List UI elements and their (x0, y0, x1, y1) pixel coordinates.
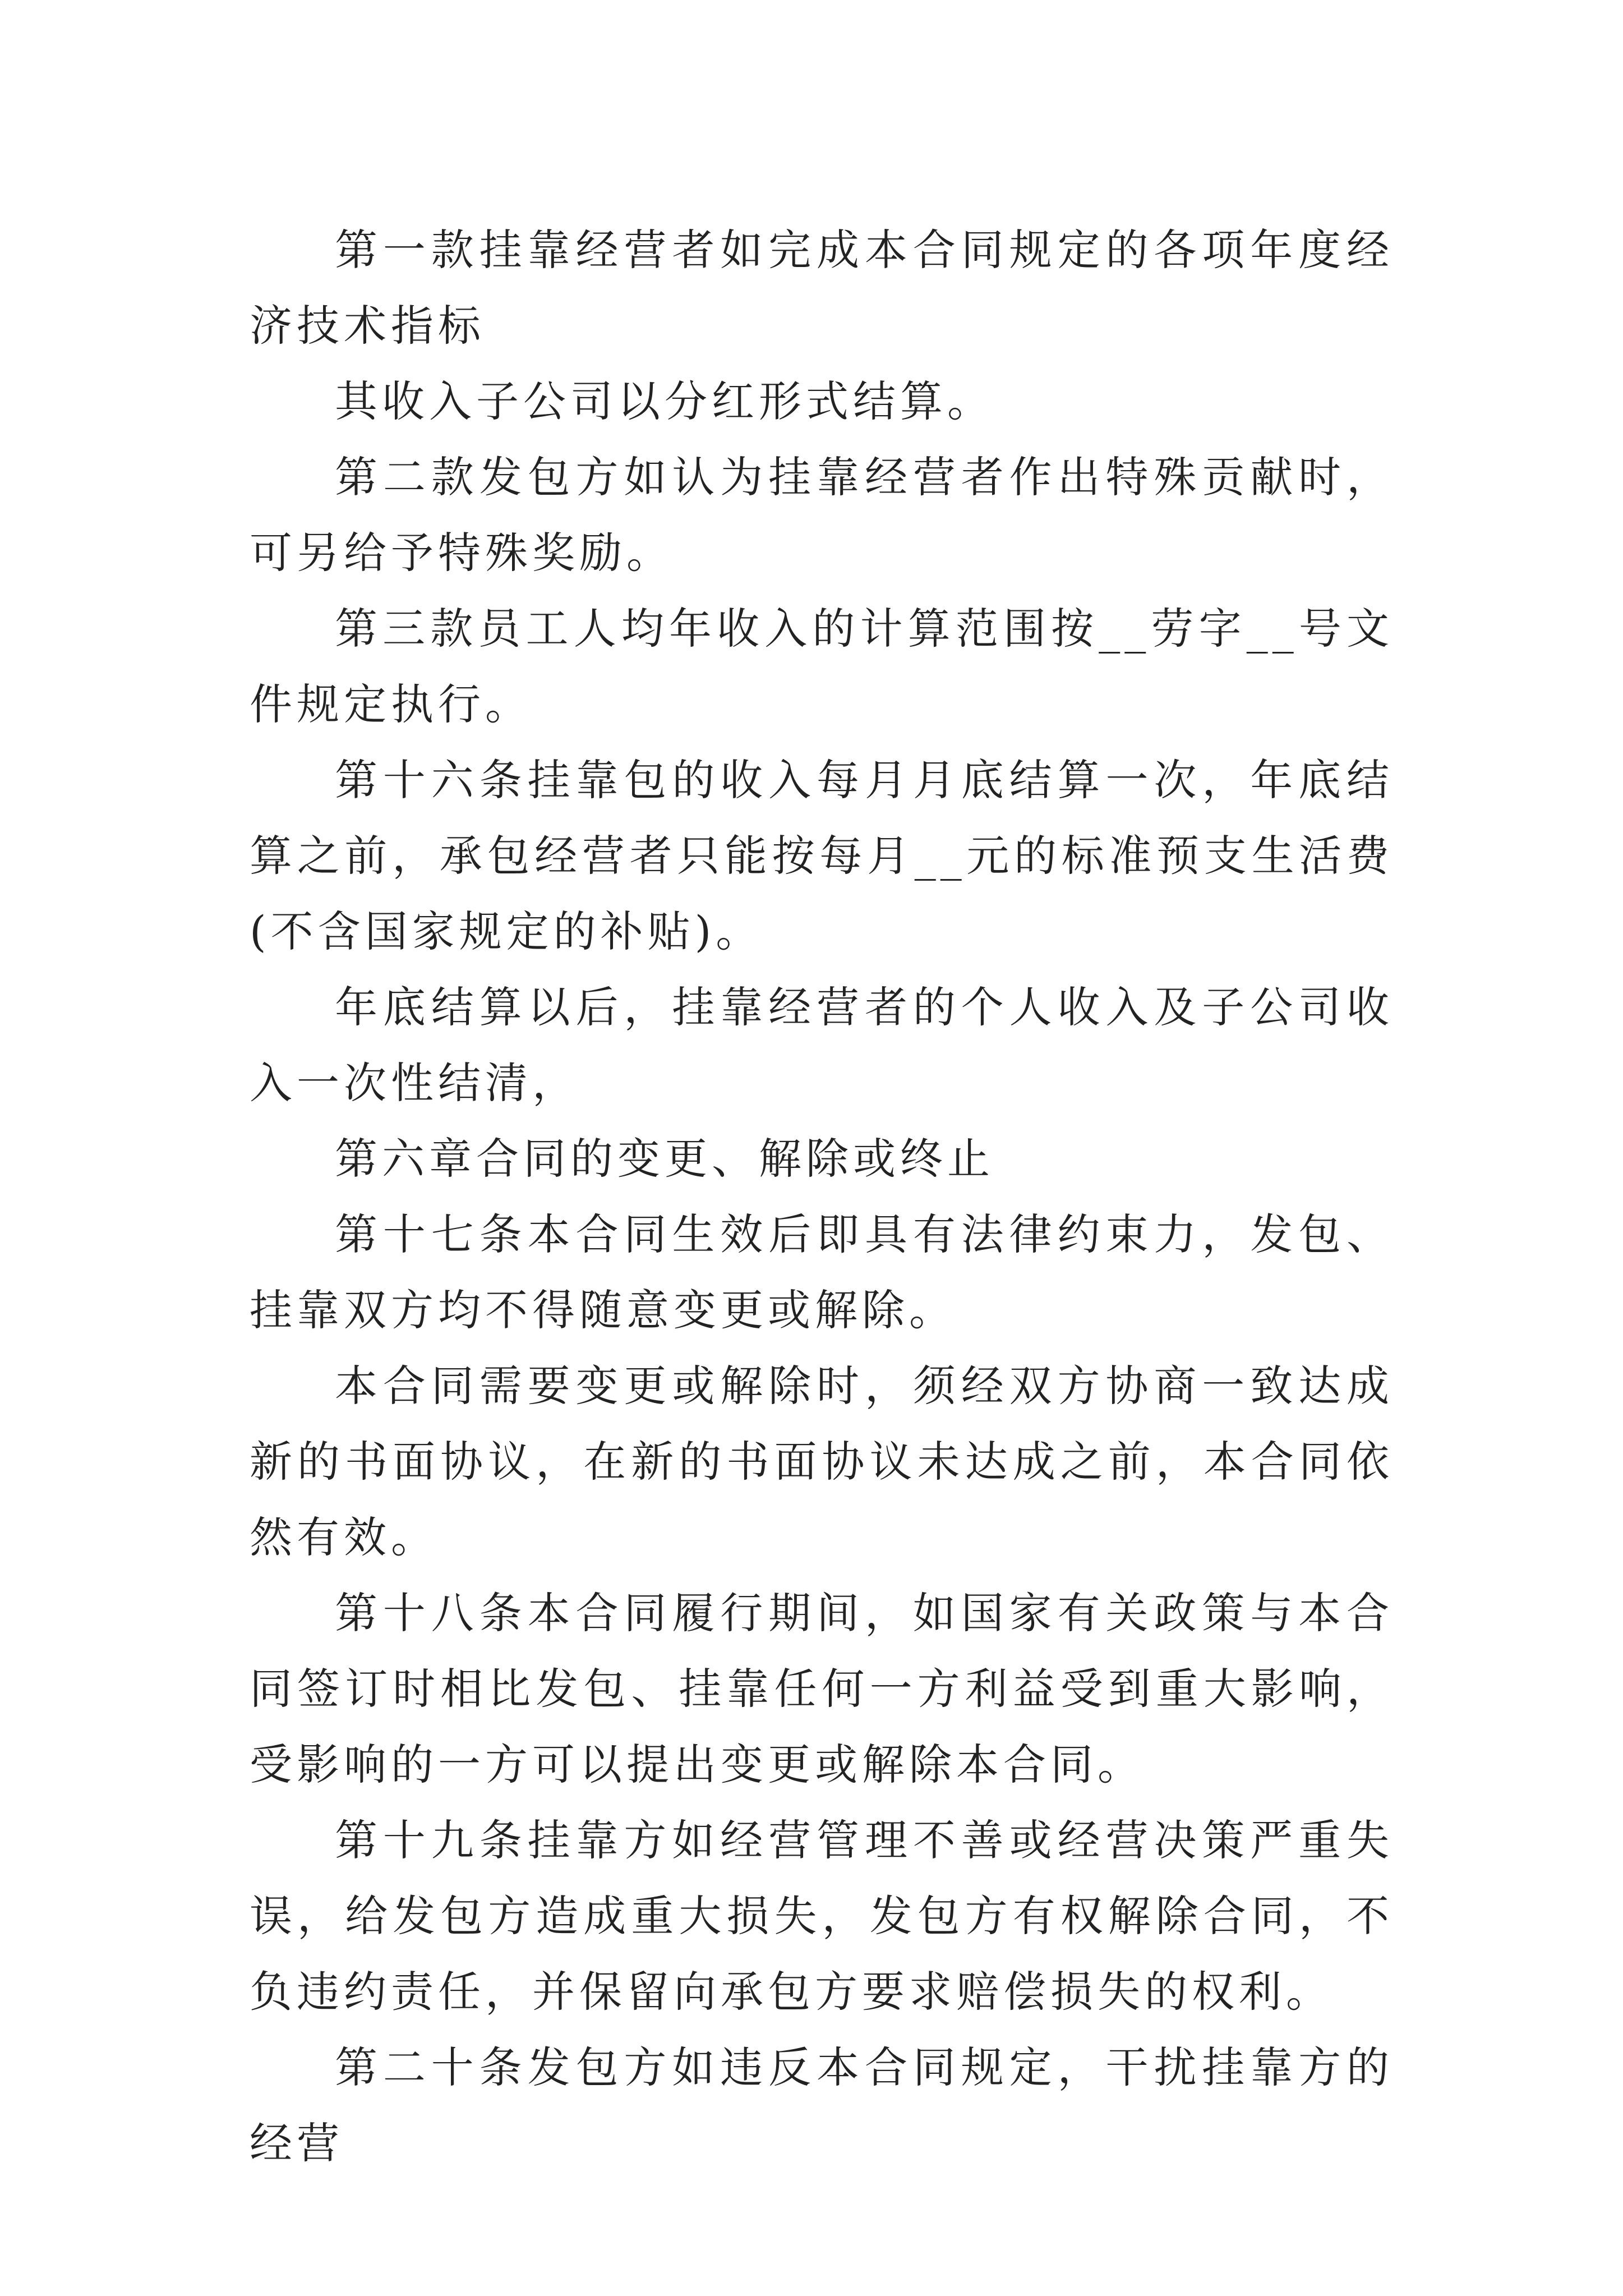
paragraph-1: 第一款挂靠经营者如完成本合同规定的各项年度经济技术指标 (250, 225, 1394, 351)
paragraph-6: 年底结算以后，挂靠经营者的个人收入及子公司收入一次性结清， (250, 982, 1394, 1108)
document-body (250, 212, 1394, 2181)
paragraph-2: 其收入子公司以分红形式结算。 (335, 376, 994, 426)
paragraph-10: 第十八条本合同履行期间，如国家有关政策与本合同签订时相比发包、挂靠任何一方利益受到重大影响，受影响的一方可以提出变更或解除本合同。 (250, 1588, 1394, 1789)
paragraph-11: 第十九条挂靠方如经营管理不善或经营决策严重失误，给发包方造成重大损失，发包方有权解除合同，不负违约责任，并保留向承包方要求赔偿损失的权利。 (250, 1815, 1394, 2017)
chapter-heading: 第六章合同的变更、解除或终止 (335, 1134, 994, 1184)
paragraph-9: 本合同需要变更或解除时，须经双方协商一致达成新的书面协议，在新的书面协议未达成之前，本合同依然有效。 (250, 1361, 1394, 1562)
paragraph-12: 第二十条发包方如违反本合同规定，干扰挂靠方的经营 (250, 2042, 1394, 2168)
paragraph-8: 第十七条本合同生效后即具有法律约束力，发包、挂靠双方均不得随意变更或解除。 (250, 1209, 1394, 1335)
paragraph-4: 第三款员工人均年收入的计算范围按__劳字__号文件规定执行。 (250, 604, 1394, 729)
paragraph-5: 第十六条挂靠包的收入每月月底结算一次，年底结算之前，承包经营者只能按每月__元的标准预支生活费(不含国家规定的补贴)。 (250, 755, 1394, 956)
paragraph-3: 第二款发包方如认为挂靠经营者作出特殊贡献时，可另给予特殊奖励。 (250, 452, 1394, 578)
